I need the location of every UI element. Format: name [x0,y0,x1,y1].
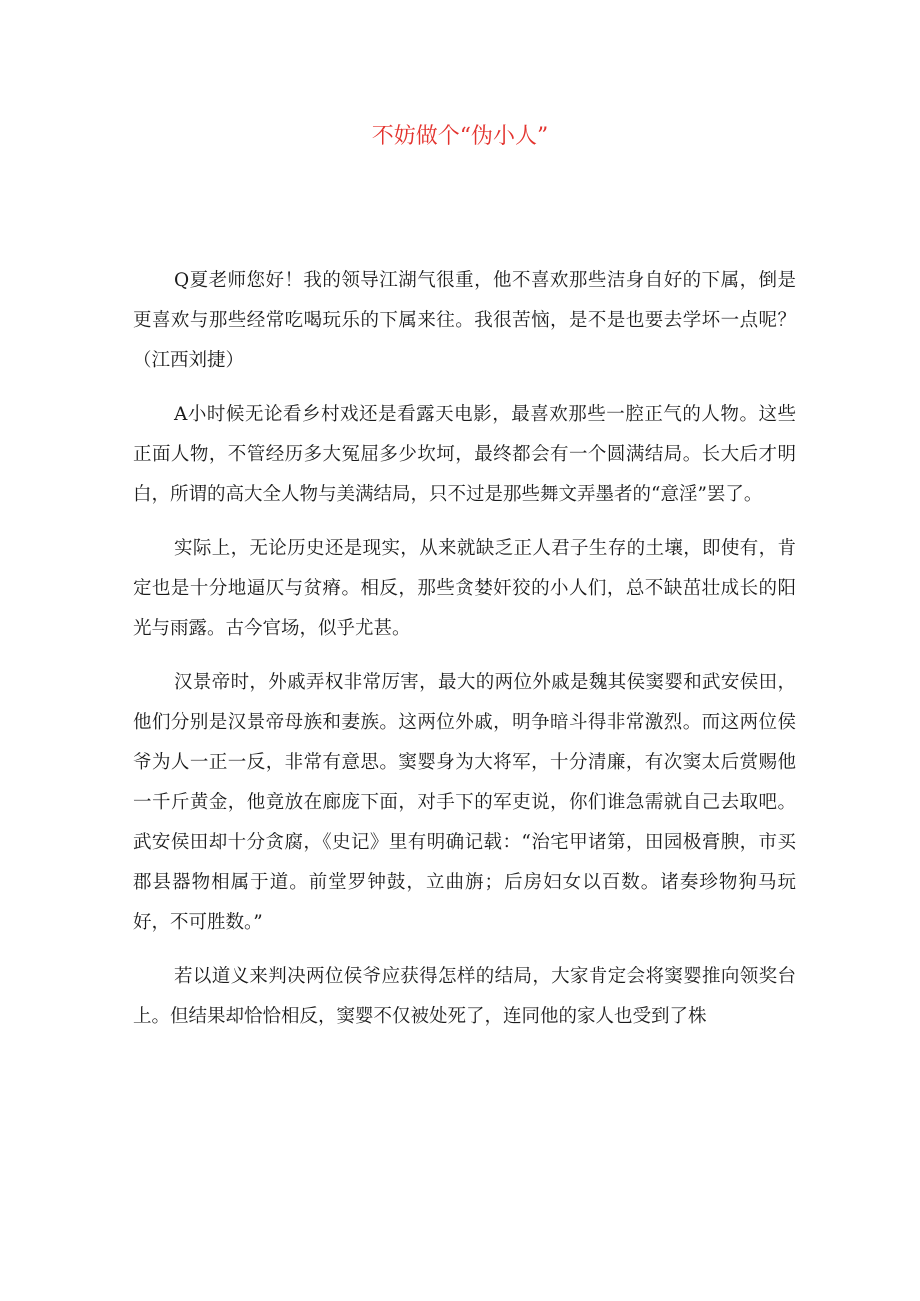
paragraph-reality: 实际上，无论历史还是现实，从来就缺乏正人君子生存的土壤，即使有，肯定也是十分地逼仄与贫瘠。相反，那些贪婪奸狡的小人们，总不缺茁壮成长的阳光与雨露。古今官场，似乎尤甚。 [133,538,796,639]
paragraph-question: Q夏老师您好！我的领导江湖气很重，他不喜欢那些洁身自好的下属，倒是更喜欢与那些经常吃喝玩乐的下属来往。我很苦恼，是不是也要去学坏一点呢？（江西刘捷） [133,270,796,371]
paragraph-outcome: 若以道义来判决两位侯爷应获得怎样的结局，大家肯定会将窦婴推向领奖台上。但结果却恰恰相反，窦婴不仅被处死了，连同他的家人也受到了株 [133,966,796,1027]
paragraph-answer-intro: A小时候无论看乡村戏还是看露天电影，最喜欢那些一腔正气的人物。这些正面人物，不管经历多大冤屈多少坎坷，最终都会有一个圆满结局。长大后才明白，所谓的高大全人物与美满结局，只不过是那些舞文弄墨者的“意淫”罢了。 [133,404,796,505]
paragraph-history-example: 汉景帝时，外戚弄权非常厉害，最大的两位外戚是魏其侯窦婴和武安侯田，他们分别是汉景帝母族和妻族。这两位外戚，明争暗斗得非常激烈。而这两位侯爷为人一正一反，非常有意思。窦婴身为大将军，十分清廉，有次窦太后赏赐他一千斤黄金，他竟放在廊庞下面，对手下的军吏说，你们谁急需就自己去取吧。武安侯田却十分贪腐，《史记》里有明确记载：“治宅甲诸第，田园极膏腴，市买郡县器物相属于道。前堂罗钟鼓，立曲旃；后房妇女以百数。诸奏珍物狗马玩好，不可胜数。” [133,672,796,933]
document-title: 不妨做个“伪小人” [371,124,549,149]
document-body [133,261,796,1051]
